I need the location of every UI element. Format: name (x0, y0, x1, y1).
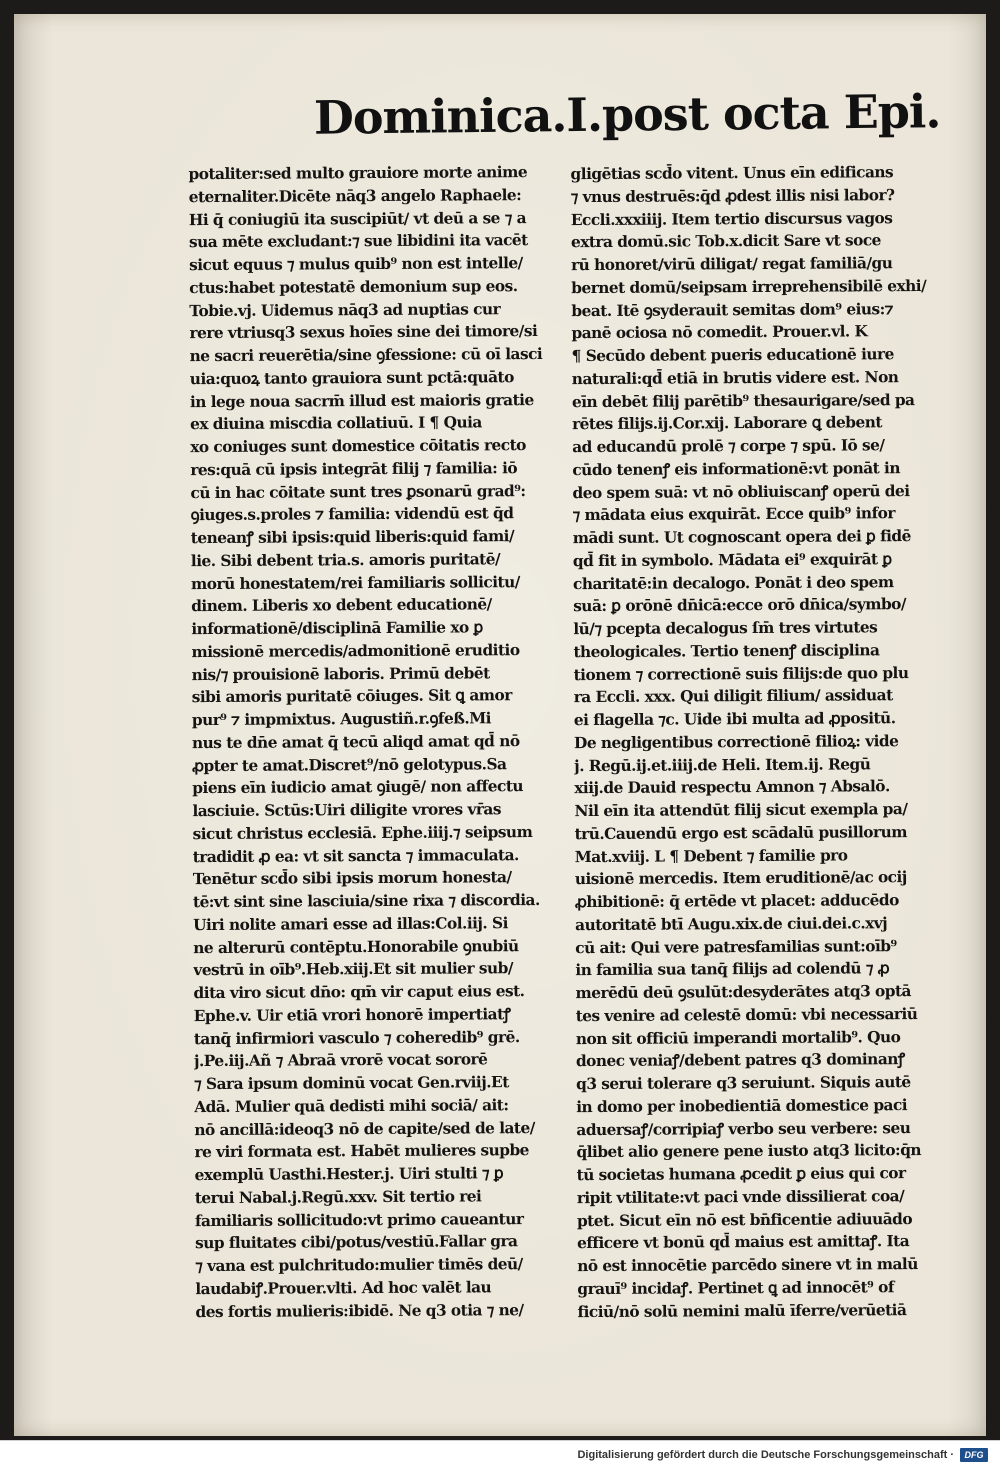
text-line: Tobie.vj. Uidemus nāq3 ad nuptias cur (189, 299, 501, 320)
funding-credit: Digitalisierung gefördert durch die Deutsche Forschungsgemeinschaft · (577, 1449, 954, 1461)
text-line: eternaliter.Dicēte nāq3 angelo Raphaele: (188, 185, 522, 206)
text-line: ctus:habet potestatē demonium sup eos. (189, 276, 518, 297)
text-line: re viri formata est. Habēt mulieres supbe (194, 1141, 529, 1162)
text-line: tes venire ad celestē domū: vbi necessariū (575, 1004, 918, 1025)
text-line: rere vtriusq3 sexus hoīes sine dei timore/si (189, 322, 538, 343)
text-line: sibi amoris puritatē cōiuges. Sit ꝗ amor (191, 686, 512, 707)
text-line: tionem ⁊ correctionē suis filijs:de quo plu (573, 663, 909, 684)
text-line: res:quā cū ipsis integrāt filij ⁊ familia: iō (190, 458, 518, 479)
text-line: nus te dn̄e amat q̄ tecū aliqd amat qd̄ nō (191, 731, 520, 752)
text-line: pur⁹ ⁊ impmixtus. Augustiñ.r.ꝯfeß.Mi (191, 709, 492, 730)
text-line: sicut christus ecclesiā. Ephe.iiij.⁊ seipsum (192, 822, 533, 843)
text-line: tē:vt sint sine lasciuia/sine rixa ⁊ discordia. (192, 891, 540, 912)
text-line: Nil eīn ita attendūt filij sicut exempla pa/ (574, 800, 908, 821)
text-line: ¶ Secūdo debent pueris educationē iure (571, 345, 894, 366)
text-line: uisionē mercedis. Item eruditionē/ac ocij (574, 868, 907, 889)
text-line: mādi sunt. Ut cognoscant opera dei ꝑ fidē (572, 527, 911, 548)
text-line: ra Eccli. xxx. Qui diligit filium/ assiduat (573, 686, 893, 707)
text-line: tū societas humana ꝓcedit ꝑ eius qui cor (576, 1164, 906, 1185)
text-line: uia:quoꝝ tanto grauiora sunt pctā:quāto (189, 367, 514, 388)
text-line: deo spem suā: vt nō obliuiscanꝭ operū dei (572, 481, 910, 502)
text-line: lasciuie. Sctūs:Uiri diligite vrores vr̄as (192, 800, 501, 821)
text-line: efficere vt bonū qd̄ maius est amittaꝭ. Ita (577, 1232, 910, 1253)
text-line: ei flagella ⁊c. Uide ibi multa ad ꝓpositū. (573, 709, 896, 730)
text-line: autoritatē btī Augu.xix.de ciui.dei.c.xvj (575, 913, 888, 934)
text-line: tradidit ꝓ ea: vt sit sancta ⁊ immaculata. (192, 845, 519, 866)
text-line: merēdū deū ꝯsulūt:desyderātes atq3 optā (575, 982, 911, 1003)
text-line: q3 serui tolerare q3 seruiunt. Siquis autē (576, 1073, 911, 1094)
text-line: Tenētur scd̄o sibi ipsis morum honesta/ (192, 868, 512, 889)
text-line: gligētias scd̄o vitent. Unus eīn edificans (570, 163, 894, 184)
text-line: ptet. Sicut eīn nō est bn̄ficentie adiuuādo (576, 1209, 913, 1230)
text-line: nis/⁊ prouisionē laboris. Primū debēt (191, 663, 490, 684)
text-line: Ephe.v. Uir etiā vrori honorē impertiatꝭ (193, 1004, 511, 1025)
text-line: xo coniuges sunt domestice cōitatis recto (190, 436, 526, 457)
text-line: familiaris sollicitudo:vt primo caueantur (194, 1209, 524, 1230)
text-line: exemplū Uasthi.Hester.j. Uiri stulti ⁊ ꝑ (194, 1164, 504, 1185)
text-line: rētes filijs.ij.Cor.xij. Laborare ꝗ debent (572, 413, 882, 434)
text-line: donec veniaꝭ/debent patres q3 dominanꝭ (575, 1050, 905, 1071)
text-line: des fortis mulieris:ibidē. Ne q3 otia ⁊ ne/ (195, 1300, 524, 1321)
text-line: informationē/disciplinā Familie xo ꝑ (191, 618, 483, 639)
text-line: charitatē:in decalogo. Ponāt i deo spem (572, 572, 894, 593)
text-line: potaliter:sed multo grauiore morte anime (188, 163, 528, 184)
text-line: grauī⁹ incidaꝭ. Pertinet ꝗ ad innocēt⁹ of (577, 1277, 894, 1298)
text-line: Hi q̄ coniugiū ita suscipiūt/ vt deū a se ⁊ a (188, 208, 527, 229)
text-line: terui Nabal.j.Regū.xxv. Sit tertio rei (194, 1187, 482, 1207)
text-line: morū honestatem/rei familiaris sollicitu/ (190, 572, 520, 593)
text-line: lū/⁊ pcepta decalogus ſm̄ tres virtutes (573, 618, 878, 639)
text-line: cū in hac cōitate sunt tres ꝑsonarū grad⁹: (190, 481, 526, 502)
text-line: suā: ꝑ orōnē dn̄icā:ecce orō dn̄ica/symbo/ (573, 595, 907, 616)
text-line: ⁊ mādata eius exquirāt. Ecce quib⁹ infor (572, 504, 895, 525)
text-line: in domo per inobedientiā domestice paci (576, 1095, 908, 1116)
text-line: theologicales. Tertio tenenꝭ disciplina (573, 641, 880, 661)
text-line: panē ociosa nō comedit. Prouer.vl. K (571, 322, 868, 343)
text-line: ꝓpter te amat.Discret⁹/nō gelotypus.Sa (192, 754, 507, 775)
text-line: ne alterurū contēptu.Honorabile ꝯnubiū (193, 936, 519, 957)
text-line: q̄libet alio genere pene iusto atq3 licito:q̄n (576, 1141, 922, 1162)
text-line: beat. Itē ꝯsyderauit semitas dom⁹ eius:⁊ (571, 299, 894, 320)
text-line: bernet domū/seipsam irreprehensibilē exhi/ (571, 276, 927, 297)
text-line: teneanꝭ sibi ipsis:quid liberis:quid fami/ (190, 527, 515, 548)
text-line: ne sacri reuerētia/sine ꝯfessione: cū oī lasci (189, 344, 543, 366)
right-text-column (570, 161, 945, 1323)
text-line: nō ancillā:ideoq3 nō de capite/sed de late/ (194, 1118, 535, 1139)
text-line: ⁊ Sara ipsum dominū vocat Gen.rviij.Et (194, 1073, 509, 1094)
text-line: non sit officiū imperandi mortalib⁹. Quo (575, 1027, 901, 1048)
text-line: missionē mercedis/admonitionē eruditio (191, 640, 520, 661)
text-line: dita viro sicut dn̄o: qm̄ vir caput eius est. (193, 982, 525, 1003)
text-line: ⁊ vnus destruēs:q̄d ꝓdest illis nisi labor? (570, 185, 895, 206)
text-line: Uiri nolite amari esse ad illas:Col.iij. Si (193, 913, 508, 934)
text-line: sup fluitates cibi/potus/vestiū.Fallar gra (195, 1232, 518, 1253)
text-line: ꝓhibitionē: q̄ ertēde vt placet: adducēdo (574, 891, 899, 912)
left-text-column (188, 161, 563, 1323)
text-line: qd̄ fit in symbolo. Mādata ei⁹ exquirāt ꝑ (572, 549, 892, 570)
text-line: j. Regū.ij.et.iiij.de Heli. Item.ij. Regū (574, 754, 871, 775)
text-line: xiij.de Dauid respectu Amnon ⁊ Absalō. (574, 777, 890, 798)
text-line: cūdo tenenꝭ eis informationē:vt ponāt in (572, 458, 901, 479)
text-line: dinem. Liberis xo debent educationē/ (191, 595, 492, 616)
text-line: ex diuina miscdia collatiuū. I ¶ Quia (190, 413, 482, 434)
text-line: Eccli.xxxiiij. Item tertio discursus vagos (570, 208, 893, 229)
text-line: ⁊ vana est pulchritudo:mulier timēs deū/ (195, 1255, 523, 1276)
book-page (14, 14, 986, 1436)
dfg-logo-icon: DFG (960, 1448, 988, 1462)
text-line: ꝯiuges.s.proles ⁊ familia: videndū est q̄d (190, 504, 514, 525)
text-line: nō est innocētie parcēdo sinere vt in malū (577, 1255, 918, 1276)
text-line: ripit vtilitate:vt paci vnde dissilierat coa/ (576, 1186, 905, 1207)
text-line: aduersaꝭ/corripiaꝭ verbo seu verbere: seu (576, 1118, 911, 1139)
text-line: De negligentibus correctionē filioꝝ: vide (573, 731, 899, 752)
text-line: ficiū/nō solū nemini malū īferre/verūetiā (577, 1300, 907, 1321)
running-head: Dominica.I.post octa Epi. (313, 84, 941, 145)
footer-bar (0, 1440, 1000, 1469)
text-line: piens eīn iudicio amat ꝯiugē/ non affectu (192, 777, 524, 798)
text-line: naturali:qd̄ etiā in brutis videre est. Non (571, 367, 899, 388)
text-line: cū ait: Qui vere patresfamilias sunt:oīb⁹ (575, 936, 897, 957)
text-line: Adā. Mulier quā dedisti mihi sociā/ ait: (194, 1095, 509, 1116)
text-line: eīn debēt filij parētib⁹ thesaurigare/sed pa (571, 390, 915, 411)
text-line: sicut equus ⁊ mulus quib⁹ non est intelle/ (189, 254, 523, 275)
text-line: rū honoret/virū diligat/ regat familiā/gu (571, 254, 893, 275)
text-line: in lege noua sacrm̄ illud est maioris gratie (189, 390, 534, 411)
text-line: Mat.xviij. L ¶ Debent ⁊ familie pro (574, 845, 848, 866)
text-line: sua mēte excludant:⁊ sue libidini ita vacēt (188, 231, 528, 252)
text-line: in familia sua tanq̄ filijs ad colendū ⁊ ꝓ (575, 959, 890, 980)
text-line: trū.Cauendū ergo est scādalū pusillorum (574, 822, 907, 843)
text-line: j.Pe.iij.Añ ⁊ Abraā vrorē vocat sororē (193, 1050, 488, 1071)
text-line: laudabiꝭ.Prouer.vlti. Ad hoc valēt lau (195, 1278, 492, 1298)
text-line: extra domū.sic Tob.x.dicit Sare vt soce (570, 231, 881, 252)
text-line: ad educandū prolē ⁊ corpe ⁊ spū. Iō se/ (572, 436, 885, 457)
text-line: tanq̄ infirmiori vasculo ⁊ coheredib⁹ grē. (193, 1027, 520, 1048)
text-line: vestrū in oīb⁹.Heb.xiij.Et sit mulier sub/ (193, 959, 513, 980)
text-line: lie. Sibi debent tria.s. amoris puritatē/ (190, 549, 501, 570)
